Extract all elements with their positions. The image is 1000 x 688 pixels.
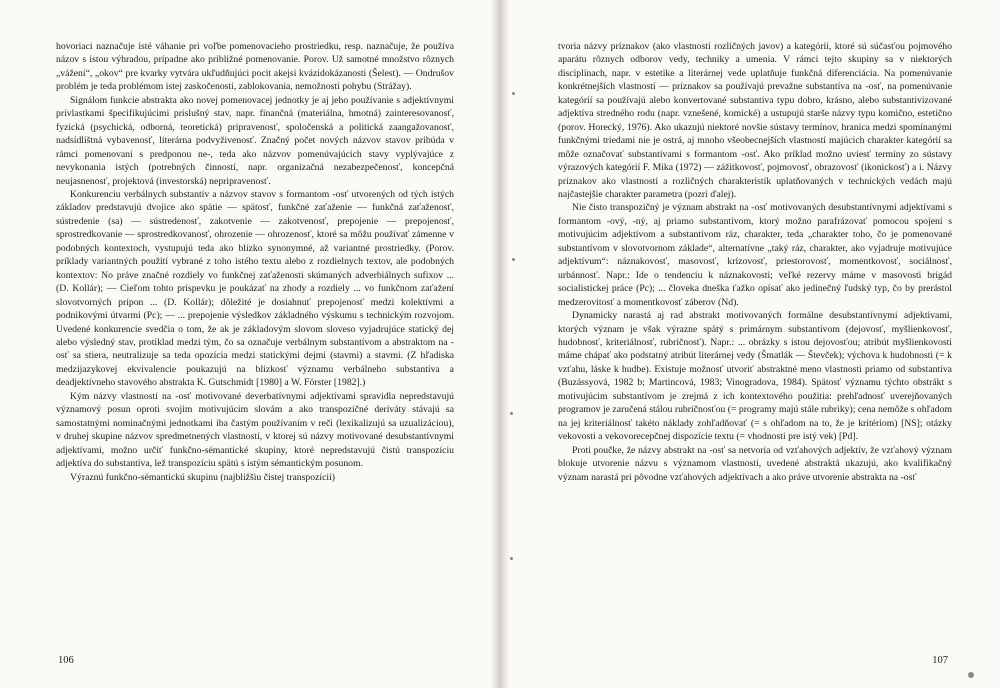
- paragraph: Kým názvy vlastností na -osť motivované deverbatívnymi adjektívami spravidla nepredstavujú významový posun oproti svojim motivujúcim slovám a ako transpozičné deriváty stávajú sa samostatnými nominačnými jednotkami iba častým používaním v reči (lexikalizujú sa uzualizáciou), v druhej skupine názvov spredmetnených vlastností, v ktorej sú názvy motivované desubstantívnymi adjektívami, možno určiť funkčno-sémantické skupiny, ktoré nepredstavujú čistú transpozíciu adjektíva do substantíva, lež transpozíciu spätú s istým sémantickým posunom.: [56, 390, 454, 470]
- paper-speck: [510, 557, 513, 560]
- book-gutter: [490, 0, 510, 688]
- paragraph: hovoriaci naznačuje isté váhanie pri voľbe pomenovacieho prostriedku, resp. naznačuje, že používa názov s istou výhradou, prípadne ako približné pomenovanie. Porov. Už samotné množstvo rôznych „vážení“, „okov“ pre kvarky vytvára ukľudňujúci pocit akejsi kvázidokázanosti (Šelest). — Ondrušov problém je teda problémom istej zaskočenosti, zablokovania, nemožnosti pohybu (Strážay).: [56, 41, 454, 93]
- paragraph: Nie čisto transpozičný je význam abstrakt na -osť motivovaných desubstantívnymi adjektívami s formantom -ový, -ný, aj priamo substantívom, ktorý možno parafrázovať pomocou spojení s motivujúcim adjektívom a substantívom ráz, charakter, teda „charakter toho, čo je pomenované substantívom v slovotvornom základe“, alternatívne „taký ráz, charakter, ako vyjadruje motivujúce adjektívum“: náznakovosť, masovosť, krízovosť, priestorovosť, momentkovosť, sociálnosť, urbánnosť. Napr.: Ide o tendenciu k náznakovosti; veľké rezervy máme v masovosti brigád socialistickej práce (Pc); ... človeka dneška ťažko opísať ako jedinečný ľudský typ, čo by prerástol medzerovitosť a momentkovosť záberov (Nd).: [558, 202, 952, 308]
- paper-speck: [512, 92, 515, 95]
- paragraph: tvoria názvy príznakov (ako vlastností rozličných javov) a kategórií, ktoré sú súčasťou pojmového aparátu rôznych odborov vedy, techniky a umenia. V rámci tejto skupiny sa v niektorých disciplínach, napr. v estetike a literárnej vede uplatňuje funkčná diferenciácia. Na pomenúvanie konkrétnejších vlastností — príznakov sa používajú prevažne substantíva na -osť, na pomenúvanie kategórií sa používajú alebo konvertované substantíva typu dobro, krásno, alebo substantivizované adjektíva stredného rodu (napr. vznešené, komické) a ustupujú starše názvy typu komično, estetično (porov. Horecký, 1976). Ako ukazujú niektoré novšie sústavy termínov, hranica medzi spomínanými funkčnými triedami nie je ostrá, aj mnoho všeobecnejších vlastností majúcich charakter kategórií sa môže označovať substantívami s formantom -osť. Ako príklad možno uviesť termíny zo sústavy výrazových kategórií F. Mika (1972) — zážitkovosť, pojmovosť, obrazovosť (ikonickosť) a i. Názvy príznakov ako vlastností a rozličných charakteristík uplatňovaných v technických vedách majú najčastejšie charakter parametra (pozri ďalej).: [558, 41, 952, 200]
- paper-speck: [968, 672, 974, 678]
- left-page-body: [56, 40, 454, 484]
- page-number: 107: [932, 655, 948, 666]
- paragraph: Proti poučke, že názvy abstrakt na -osť sa netvoria od vzťahových adjektív, že vzťahový význam blokuje utvorenie názvu s významom vlastnosti, uvedené abstraktá ukazujú, ako kvalifikačný význam narastá pri pôvodne vzťahových adjektívach a ako práve utvorenie abstrakta na -osť: [558, 444, 952, 483]
- paragraph: Výraznú funkčno-sémantickú skupinu (najbližšiu čistej transpozícii): [70, 471, 335, 483]
- paragraph: Dynamicky narastá aj rad abstrakt motivovaných formálne desubstantívnymi adjektívami, ktorých význam je však výrazne spätý s primárnym substantívom (dejovosť, myšlienkovosť, hudobnosť, kriteriálnosť, rubričnosť). Napr.: ... obrázky s istou dejovosťou; atribút myšlienkovosti máme chápať ako podstatný atribút literárnej vedy (Šmatlák — Števček); výchova k hudobnosti (= k vzťahu, láske k hudbe). Existuje možnosť utvoriť abstraktné meno vlastnosti priamo od substantíva (Buzássyová, 1982 b; Martincová, 1983; Vinogradova, 1984). Spätosť významu týchto obstrákt s motivujúcim substantívom je zrejmá z ich kontextového použitia: prehľadnosť uverejňovaných programov je zaručená stálou rubričnosťou (= programy majú stále rubriky); cena nemôže s ohľadom na jej kriteriálnosť takéto náklady zohľadňovať (= s ohľadom na to, že je kritériom) [NS]; otázky vekovosti a vekovorecepčnej dispozície textu (= vhodnosti pre istý vek) [Pd].: [558, 310, 952, 443]
- right-page-body: [558, 40, 952, 484]
- paper-speck: [510, 412, 513, 415]
- paper-speck: [512, 258, 515, 261]
- paragraph: Konkurenciu verbálnych substantív a názvov stavov s formantom -osť utvorených od tých istých základov predstavujú dvojice ako spätie — spätosť, funkčné zaťaženie — funkčná zaťaženosť, sústredenie (sa) — sústredenosť, zakotvenie — zakotvenosť, prepojenie — prepojenosť, sprostredkovanie — sprostredkovanosť, ohrozenie — ohrozenosť, ktoré sa môžu používať zámenne v podobných kontextoch, vystupujú teda ako blízko synonymné, až variantné prostriedky. (Porov. príklady variantných použití vybrané z toho istého textu alebo z rozdielnych textov, ale podobných kontextov: No práve značné rozdiely vo funkčnej zaťaženosti skúmaných adverbiálnych sufixov ... (D. Kollár); — Cieľom tohto príspevku je poukázať na zhody a rozdiely ... vo funkčnom zaťažení slovotvorných prípon ... (D. Kollár); dôležité je dosiahnuť prepojenosť medzi kolektívmi a podnikovými útvarmi (Pc); — ... prepojenie výsledkov základného výskumu s technickým rozvojom. Uvedené konkurencie svedčia o tom, že ak je základovým slovom sloveso vyjadrujúce statický dej alebo výsledný stav, protiklad medzi tým, čo sa označuje verbálnym substantívom a abstraktom na -osť sa stiera, neutralizuje sa teda opozícia medzi statickými dejmi (stavmi) a stavmi. (Z hľadiska medzijazykovej ekvivalencie poukazujú na blízkosť významu verbálneho substantíva a deadjektívneho stavového abstrakta K. Gutschmidt [1980] a W. Förster [1982].): [56, 188, 454, 389]
- paragraph: Signálom funkcie abstrakta ako novej pomenovacej jednotky je aj jeho používanie s adjektívnymi prívlastkami špecifikujúcimi príslušný stav, napr. finančná (materiálna, hmotná) zainteresovanosť, fyzická (psychická, odborná, teoretická) pripravenosť, spoločenská a politická zaangažovanosť, nadsídlištná vybavenosť, literárna podvyživenosť. Značný počet nových názvov stavov pribúda v rámci pomenovaní s predponou ne-, teda ako názvov pomenúvajúcich stavy vyplývajúce z nevykonania istých (potrebných činností, napr. organizačná nezabezpečenosť, koncepčná neujasnenosť, projektová (investorská) nepripravenosť.: [56, 94, 454, 187]
- page-number: 106: [58, 655, 74, 666]
- right-page: [500, 0, 1000, 688]
